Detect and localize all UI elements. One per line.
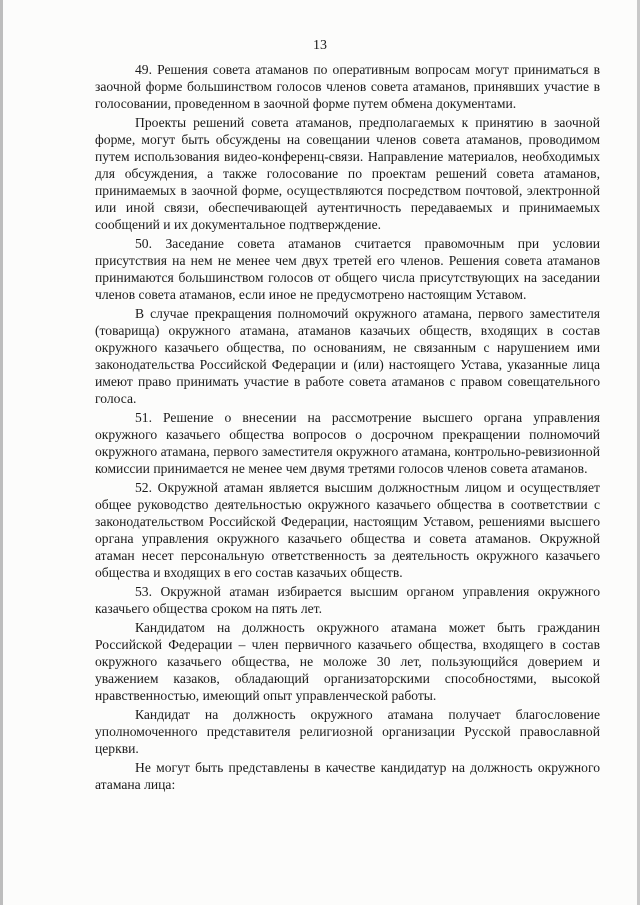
paragraph-ineligible-persons: Не могут быть представлены в качестве кандидатур на должность окружного атамана лица: bbox=[95, 760, 600, 792]
paragraph-51: 51. Решение о внесении на рассмотрение высшего органа управления окружного казачьего общества вопросов о досрочном прекращении полномочий окружного атамана, первого заместителя окружного атамана, контрольно-ревизионной комиссии принимается не менее чем двумя третями голосов членов совета атаманов. bbox=[95, 410, 600, 476]
paragraph-49: 49. Решения совета атаманов по оперативным вопросам могут приниматься в заочной форме большинством голосов членов совета атаманов, принявших участие в голосовании, проведенном в заочной форме путем обмена документами. bbox=[95, 62, 600, 111]
document-body bbox=[95, 61, 600, 795]
paragraph-candidate-requirements: Кандидатом на должность окружного атамана может быть гражданин Российской Федерации – член первичного казачьего общества, входящего в состав окружного казачьего общества, не моложе 30 лет, пользующийся доверием и уважением казаков, обладающий организаторскими способностями, высокой нравственностью, имеющий опыт управленческой работы. bbox=[95, 620, 600, 703]
paragraph-candidate-blessing: Кандидат на должность окружного атамана получает благословение уполномоченного представителя религиозной организации Русской православной церкви. bbox=[95, 707, 600, 756]
paragraph-termination-case: В случае прекращения полномочий окружного атамана, первого заместителя (товарища) окружного атамана, атаманов казачьих обществ, входящих в состав окружного казачьего общества, по основаниям, не связанным с нарушением ими законодательства Российской Федерации и (или) настоящего Устава, указанные лица имеют право принимать участие в работе совета атаманов с правом совещательного голоса. bbox=[95, 306, 600, 406]
paragraph-52: 52. Окружной атаман является высшим должностным лицом и осуществляет общее руководство деятельностью окружного казачьего общества в соответствии с законодательством Российской Федерации, настоящим Уставом, решениями высшего органа управления окружного казачьего общества и совета атаманов. Окружной атаман несет персональную ответственность за деятельность окружного казачьего общества и входящих в его состав казачьих обществ. bbox=[95, 480, 600, 580]
paragraph-remote-meeting: Проекты решений совета атаманов, предполагаемых к принятию в заочной форме, могут быть обсуждены на совещании членов совета атаманов, проводимом путем использования видео-конференц-связи. Направление материалов, необходимых для обсуждения, а также голосование по проектам решений совета атаманов, принимаемых в заочной форме, осуществляются посредством почтовой, электронной или иной связи, обеспечивающей аутентичность передаваемых и принимаемых сообщений и их документальное подтверждение. bbox=[95, 115, 600, 232]
page-number: 13 bbox=[313, 38, 327, 53]
paragraph-53: 53. Окружной атаман избирается высшим органом управления окружного казачьего общества сроком на пять лет. bbox=[95, 584, 600, 616]
paragraph-50: 50. Заседание совета атаманов считается правомочным при условии присутствия на нем не менее чем двух третей его членов. Решения совета атаманов принимаются большинством голосов от общего числа присутствующих на заседании членов совета атаманов, если иное не предусмотрено настоящим Уставом. bbox=[95, 236, 600, 302]
